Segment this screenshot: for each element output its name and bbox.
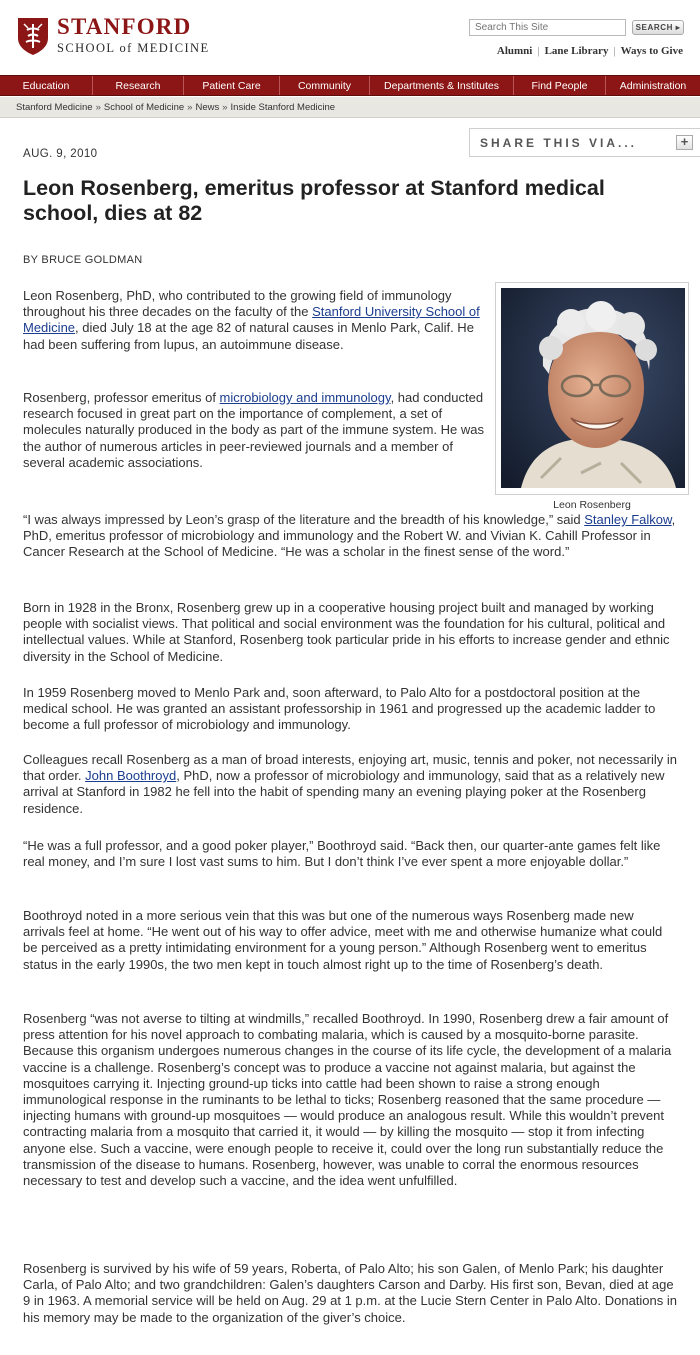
util-link-ways-to-give[interactable]: Ways to Give	[620, 45, 683, 57]
breadcrumb-separator: »	[222, 101, 228, 113]
nav-item-departments[interactable]: Departments & Institutes	[370, 76, 514, 95]
article-paragraph: Rosenberg is survived by his wife of 59 years, Roberta, of Palo Alto; his son Galen, of Menlo Park; his daughter Carla, of Palo Alto; and two grandchildren: Galen’s daughters Carson and Darby. His first son, Bevan, died at age 9 in 1963. A memorial service will be held on Aug. 29 at 1 p.m. at the Lucie Stern Center in Palo Alto. Donations in his memory may be made to the organization of the giver’s choice.	[23, 1261, 677, 1325]
util-link-alumni[interactable]: Alumni	[496, 45, 533, 57]
portrait-image	[501, 288, 685, 488]
breadcrumb	[0, 97, 700, 118]
breadcrumb-separator: »	[95, 101, 101, 113]
article-paragraph	[23, 288, 485, 353]
paragraph-text: Colleagues recall Rosenberg as a man of broad interests, enjoying art, music, tennis and poker, not necessarily in that order.	[23, 752, 677, 784]
breadcrumb-news[interactable]: News	[195, 101, 220, 113]
breadcrumb-inside-stanford-medicine[interactable]: Inside Stanford Medicine	[230, 101, 336, 113]
stanford-logo[interactable]	[16, 16, 210, 56]
search-input[interactable]	[469, 19, 626, 36]
nav-item-education[interactable]: Education	[0, 76, 93, 95]
nav-item-administration[interactable]: Administration	[619, 79, 687, 92]
utility-links	[497, 45, 683, 57]
paragraph-text: , had conducted research focused in great part on the importance of complement, a set of molecules naturally produced in the body as part of the immune system. He was the author of numerous articles in peer-reviewed journals and a member of several academic associations.	[23, 390, 485, 470]
article-date: AUG. 9, 2010	[23, 148, 98, 160]
stanford-shield-icon	[16, 16, 50, 56]
breadcrumb-stanford-medicine[interactable]: Stanford Medicine	[16, 101, 93, 113]
link-microbiology-and-immunology[interactable]: microbiology and immunology	[219, 390, 391, 405]
photo-caption: Leon Rosenberg	[553, 499, 631, 511]
main-nav	[0, 75, 700, 96]
search-button[interactable]: SEARCH ▸	[632, 20, 684, 35]
link-stanley-falkow[interactable]: Stanley Falkow	[584, 512, 672, 527]
paragraph-text: Rosenberg, professor emeritus of	[23, 390, 220, 405]
site-header	[0, 0, 700, 75]
article-paragraph: In 1959 Rosenberg moved to Menlo Park and, soon afterward, to Palo Alto for a postdoctoral position at the medical school. He was granted an assistant professorship in 1961 and progressed up the academic ladder to become a full professor of microbiology and immunology.	[23, 685, 656, 733]
article-paragraph	[23, 390, 485, 471]
logo-subtitle: SCHOOL of MEDICINE	[57, 41, 210, 55]
paragraph-text: “I was always impressed by Leon’s grasp of the literature and the breadth of his knowledge,” said	[23, 512, 585, 527]
util-separator: |	[613, 45, 616, 57]
nav-item-find-people[interactable]: Find People	[514, 76, 606, 95]
nav-item-patient-care[interactable]: Patient Care	[184, 76, 280, 95]
paragraph-text: Leon Rosenberg, PhD, who contributed to the growing field of immunology throughout his three decades on the faculty of the	[23, 288, 452, 320]
article-paragraph: Boothroyd noted in a more serious vein that this was but one of the numerous ways Rosenberg made new arrivals feel at home. “He went out of his way to offer advice, meet with me and otherwise humanize what could be perceived as a pretty intimidating environment for a young person.” Although Rosenberg went to emeritus status in the early 1990s, the two men kept in touch almost right up to the time of Rosenberg’s death.	[23, 908, 663, 972]
logo-name: STANFORD	[57, 14, 192, 39]
util-separator: |	[537, 45, 540, 57]
util-link-lane-library[interactable]: Lane Library	[544, 45, 609, 57]
link-stanford-school-of-medicine[interactable]: Stanford University School of Medicine	[23, 304, 480, 336]
breadcrumb-separator: »	[187, 101, 193, 113]
breadcrumb-school-of-medicine[interactable]: School of Medicine	[103, 101, 185, 113]
nav-item-research[interactable]: Research	[93, 76, 184, 95]
link-john-boothroyd[interactable]: John Boothroyd	[85, 768, 177, 784]
article-paragraph: Born in 1928 in the Bronx, Rosenberg grew up in a cooperative housing project built and managed by working people with socialist views. That political and social environment was the foundation for his cultural, political and intellectual values. While at Stanford, Rosenberg took particular pride in his efforts to increase gender and ethnic diversity in the School of Medicine.	[23, 600, 670, 664]
share-label: SHARE THIS VIA...	[480, 135, 638, 150]
paragraph-text: , died July 18 at the age 82 of natural causes in Menlo Park, Calif. He had been suffering from lupus, an autoimmune disease.	[23, 320, 474, 352]
article-title: Leon Rosenberg, emeritus professor at Stanford medical school, dies at 82	[23, 176, 605, 225]
article-paragraph: “He was a full professor, and a good poker player,” Boothroyd said. “Back then, our quarter-ante games felt like real money, and I’m sure I lost vast sums to him. But I don’t think I’ve ever spent a more enjoyable dollar.”	[23, 838, 661, 870]
article-paragraph	[23, 752, 679, 817]
photo-frame	[495, 282, 689, 495]
share-plus-icon[interactable]: +	[676, 135, 693, 150]
nav-item-community[interactable]: Community	[280, 76, 370, 95]
article-paragraph: Rosenberg “was not averse to tilting at windmills,” recalled Boothroyd. In 1990, Rosenberg drew a fair amount of press attention for his novel approach to combating malaria, which is caused by a mosquito-borne parasite. Because this organism undergoes numerous changes in the course of its life cycle, the development of a malaria vaccine is a challenge. Rosenberg’s concept was to produce a vaccine not against malaria, but against the mosquitoes carrying it. Injecting ground-up ticks into cattle had been shown to raise a strong enough immunological response in the ruminants to be lethal to ticks; Rosenberg reasoned that the same procedure — injecting humans with ground-up mosquitoes — would produce an analogous result. While this wouldn’t prevent contracting malaria from a mosquito that carried it, it would — by killing the mosquito — stop it from infecting anyone else. Such a vaccine, were enough people to receive it, could over the long run substantially reduce the transmission of the disease to humans. Rosenberg, however, was unable to corral the enormous resources necessary to test and develop such a vaccine, and the idea went unfulfilled.	[23, 1011, 672, 1189]
paragraph-text: , PhD, emeritus professor of microbiology and immunology and the Robert W. and Vivian K. Cahill Professor in Cancer Research at the School of Medicine. “He was a scholar in the finest sense of the word.”	[23, 512, 676, 560]
article-paragraph	[23, 512, 679, 561]
share-widget[interactable]	[469, 128, 700, 157]
paragraph-text: , PhD, now a professor of microbiology and immunology, said that as a relatively new arrival at Stanford in 1982 he fell into the habit of spending many an evening playing poker at the Rosenberg residence.	[23, 768, 665, 816]
article-byline: BY BRUCE GOLDMAN	[23, 254, 143, 266]
